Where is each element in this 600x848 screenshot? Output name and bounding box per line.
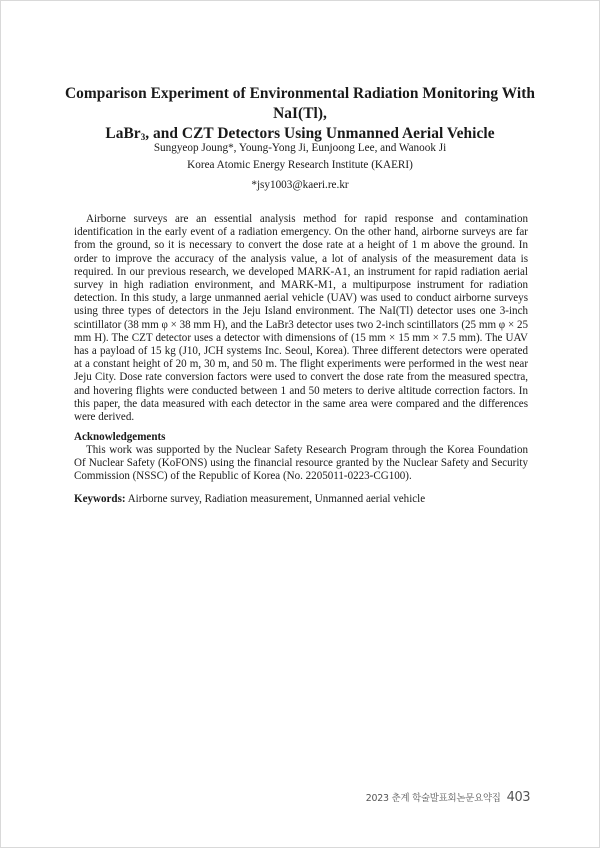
title-line-2-pre: LaBr <box>105 125 141 142</box>
authors: Sungyeop Joung*, Young-Yong Ji, Eunjoong Lee, and Wanook Ji <box>153 142 447 154</box>
keywords <box>74 493 528 506</box>
paper-title <box>40 84 560 144</box>
affiliation: Korea Atomic Energy Research Institute (KAERI) <box>187 159 413 171</box>
title-line-1: Comparison Experiment of Environmental Radiation Monitoring With NaI(Tl), <box>64 85 536 122</box>
page-footer <box>366 790 530 805</box>
title-subscript: 3 <box>140 132 146 142</box>
abstract-body: Airborne surveys are an essential analysis method for rapid response and contamination identification in the early event of a radiation emergency. On the other hand, airborne surveys are far from the ground, so it is necessary to convert the dose rate at a height of 1 m above the ground. In order to improve the accuracy of the analysis value, a lot of analysis of the measurement data is required. In our previous research, we developed MARK-A1, an instrument for rapid radiation aerial survey in high radiation environment, and MARK-M1, a multipurpose instrument for radiation detection. In this study, a large unmanned aerial vehicle (UAV) was used to conduct airborne surveys using three types of detectors in the Jeju Island environment. The NaI(Tl) detector uses one 3-inch scintillator (38 mm φ × 38 mm H), and the LaBr3 detector uses two 2-inch scintillators (25 mm φ × 25 mm H). The CZT detector uses a detector with dimensions of (15 mm × 15 mm × 7.5 mm). The UAV has a payload of 15 kg (J10, JCH systems Inc. Seoul, Korea). Three different detectors were operated at a constant height of 20 m, 30 m, and 50 m. The flight experiments were performed in the west near Jeju City. Dose rate conversion factors were used to convert the dose rate from the measured spectra, and hovering flights were conducted between 1 and 50 meters to derive altitude correction factors. In this paper, the data measured with each detector in the same area were compared and the differences were derived. <box>74 213 528 424</box>
acknowledgements-body: This work was supported by the Nuclear Safety Research Program through the Korea Foundation Of Nuclear Safety (KoFONS) using the financial resource granted by the Nuclear Safety and Security Commission (NSSC) of the Republic of Korea (No. 2205011-0223-CG100). <box>74 444 528 483</box>
keywords-label: Keywords: <box>74 493 126 505</box>
page-number: 403 <box>506 790 530 805</box>
contact-email: *jsy1003@kaeri.re.kr <box>251 179 349 191</box>
proceedings-title: 2023 춘계 학술발표회논문요약집 <box>365 793 501 804</box>
acknowledgements-heading: Acknowledgements <box>74 431 166 443</box>
keywords-list: Airborne survey, Radiation measurement, Unmanned aerial vehicle <box>127 493 426 505</box>
title-line-2-post: , and CZT Detectors Using Unmanned Aerial Vehicle <box>145 125 495 142</box>
